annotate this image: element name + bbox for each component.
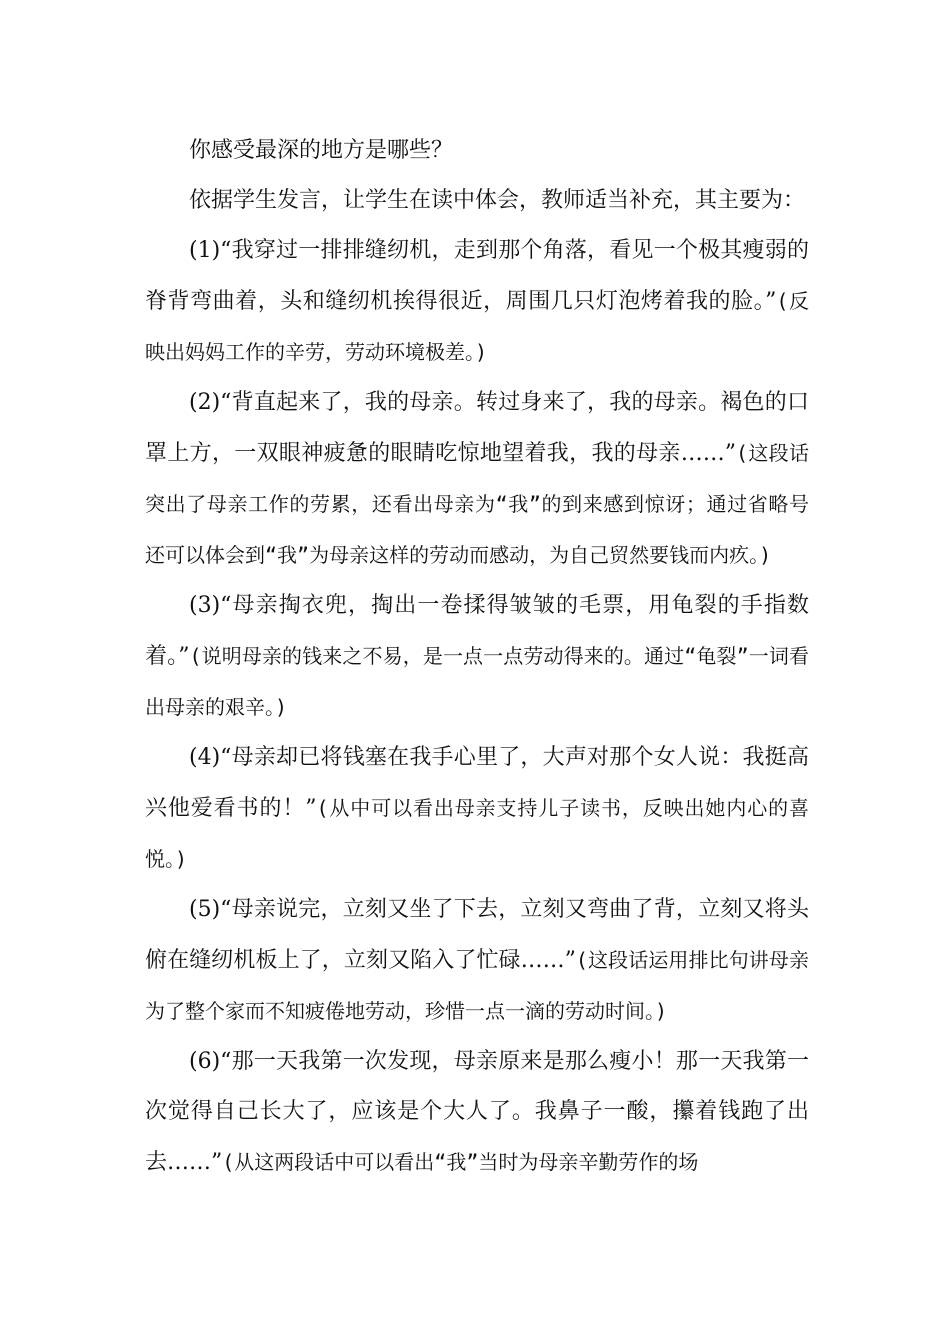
annotation-note: (从这两段话中可以看出“我”当时为母亲辛勤劳作的场 (222, 1150, 699, 1174)
document-body (145, 126, 809, 1188)
annotation-note: (说明母亲的钱来之不易，是一点一点劳动得来的。通过“龟裂”一词看出母亲的艰辛。) (145, 644, 809, 719)
quote-text: (5)“母亲说完，立刻又坐了下去，立刻又弯曲了背，立刻又将头俯在缝纫机板上了，立刻又陷入了忙碌……” (145, 897, 809, 973)
quote-paragraph-1 (145, 226, 809, 378)
quote-text: (4)“母亲却已将钱塞在我手心里了，大声对那个女人说：我挺高兴他爱看书的！” (145, 745, 809, 821)
quote-paragraph-6 (145, 1037, 809, 1188)
quote-paragraph-4 (145, 733, 809, 885)
quote-paragraph-5 (145, 885, 809, 1037)
quote-paragraph-2 (145, 378, 809, 581)
quote-paragraph-3 (145, 581, 809, 733)
quote-text: (3)“母亲掏衣兜，掏出一卷揉得皱皱的毛票，用龟裂的手指数着。” (145, 593, 809, 669)
question-paragraph (145, 126, 809, 176)
question-text: 你感受最深的地方是哪些？ (189, 138, 454, 163)
quote-text: (6)“那一天我第一次发现，母亲原来是那么瘦小！那一天我第一次觉得自己长大了，应该是个大人了。我鼻子一酸，攥着钱跑了出去……” (145, 1049, 809, 1175)
quote-text: (1)“我穿过一排排缝纫机，走到那个角落，看见一个极其瘦弱的脊背弯曲着，头和缝纫机挨得很近，周围几只灯泡烤着我的脸。” (145, 238, 809, 314)
annotation-note: (从中可以看出母亲支持儿子读书，反映出她内心的喜悦。) (145, 796, 809, 871)
quote-text: (2)“背直起来了，我的母亲。转过身来了，我的母亲。褐色的口罩上方，一双眼神疲惫的眼睛吃惊地望着我，我的母亲……” (145, 390, 809, 466)
intro-paragraph (145, 176, 809, 226)
annotation-note: (这段话运用排比句讲母亲为了整个家而不知疲倦地劳动，珍惜一点一滴的劳动时间。) (145, 948, 809, 1023)
intro-text: 依据学生发言，让学生在读中体会，教师适当补充，其主要为： (189, 188, 806, 213)
annotation-note: (反映出妈妈工作的辛劳，劳动环境极差。) (145, 289, 810, 364)
annotation-note: (这段话突出了母亲工作的劳累，还看出母亲为“我”的到来感到惊讶；通过省略号还可以体会到“我”为母亲这样的劳动而感动，为自己贸然要钱而内疚。) (145, 441, 810, 567)
